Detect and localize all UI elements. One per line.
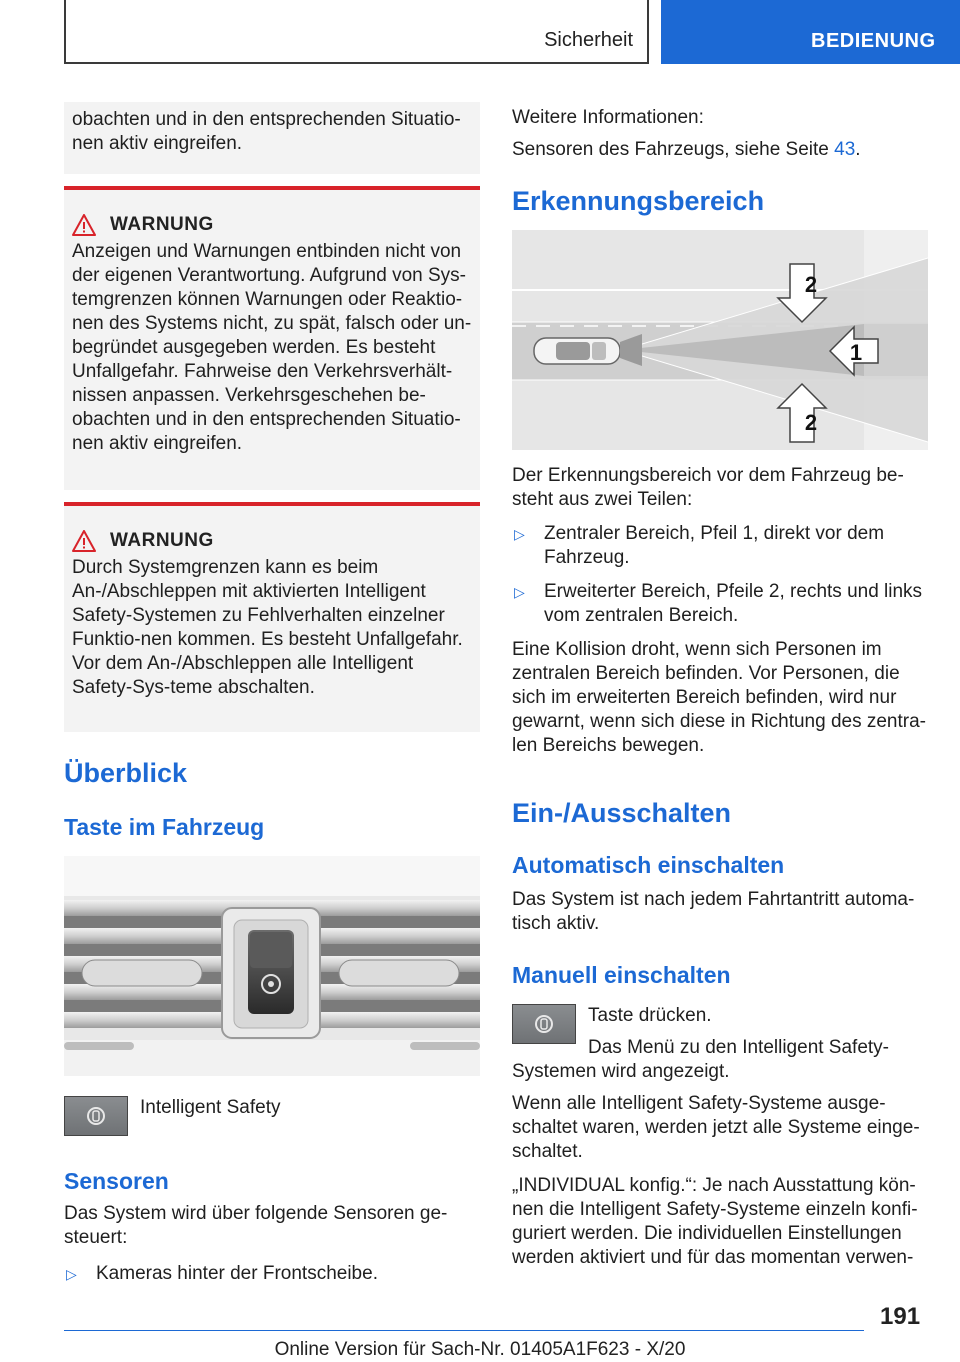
detection-bullet-1 bbox=[512, 522, 928, 570]
header-section-box bbox=[64, 0, 649, 64]
footer-divider bbox=[64, 1330, 864, 1331]
warning-triangle-icon bbox=[72, 530, 96, 552]
chapter-tab[interactable] bbox=[661, 0, 960, 64]
detection-area-diagram bbox=[512, 230, 928, 450]
section-title: Sicherheit bbox=[544, 29, 633, 51]
sensors-text: Das System wird über folgende Sensoren ge-steuert: bbox=[64, 1203, 448, 1248]
bullet-triangle-icon: ▷ bbox=[514, 526, 525, 542]
detection-bullet-1-text: Zentraler Bereich, Pfeil 1, direkt vor dem Fahrzeug. bbox=[544, 523, 885, 568]
detection-bullet-2 bbox=[512, 580, 928, 628]
warning-1-title: WARNUNG bbox=[110, 214, 214, 235]
sensors-ref-prefix: Sensoren des Fahrzeugs, siehe Seite bbox=[512, 139, 835, 160]
warning-box-2 bbox=[64, 502, 480, 732]
intelligent-safety-icon bbox=[533, 1013, 555, 1035]
intelligent-safety-icon bbox=[85, 1105, 107, 1127]
online-version-text: Online Version für Sach-Nr. 01405A1F623 - X/20 bbox=[274, 1339, 686, 1360]
arrow-2-top-label: 2 bbox=[804, 272, 818, 297]
dashboard-button-photo bbox=[64, 856, 480, 1076]
auto-text: Das System ist nach jedem Fahrtantritt automa-tisch aktiv. bbox=[512, 889, 915, 934]
more-info-label: Weitere Informationen: bbox=[512, 107, 704, 128]
page-link-43[interactable]: 43 bbox=[834, 139, 856, 160]
manual-heading: Manuell einschalten bbox=[512, 962, 731, 988]
chapter-title: BEDIENUNG bbox=[811, 30, 936, 52]
collision-text: Eine Kollision droht, wenn sich Personen im zentralen Bereich befinden. Vor Personen, die sich im erweiterten Bereich befinden, wird nur gewarnt, wenn sich diese in Richtung des zentra-len Bereichs bewegen. bbox=[512, 639, 927, 756]
menu-shown-text: Das Menü zu den Intelligent Safety-Systemen wird angezeigt. bbox=[512, 1037, 890, 1082]
bullet-triangle-icon: ▷ bbox=[66, 1266, 77, 1282]
overview-heading: Überblick bbox=[64, 758, 188, 788]
arrow-2-bottom-label: 2 bbox=[804, 410, 818, 435]
sensors-bullet bbox=[64, 1262, 480, 1286]
warning-box-1 bbox=[64, 186, 480, 490]
onoff-heading: Ein-/Ausschalten bbox=[512, 798, 732, 828]
sensors-ref-suffix: . bbox=[855, 139, 861, 160]
warning-triangle-icon bbox=[72, 214, 96, 236]
intelligent-safety-button-icon bbox=[64, 1096, 128, 1136]
auto-heading: Automatisch einschalten bbox=[512, 852, 785, 878]
intelligent-safety-label: Intelligent Safety bbox=[140, 1097, 281, 1118]
bullet-triangle-icon: ▷ bbox=[514, 584, 525, 600]
sensors-reference bbox=[512, 138, 928, 162]
page-number: 191 bbox=[880, 1303, 921, 1330]
press-button-text: Taste drücken. bbox=[588, 1005, 712, 1026]
detection-intro: Der Erkennungsbereich vor dem Fahrzeug be-steht aus zwei Teilen: bbox=[512, 465, 904, 510]
car-icon bbox=[534, 338, 620, 364]
intro-box bbox=[64, 102, 480, 174]
button-heading: Taste im Fahrzeug bbox=[64, 814, 265, 840]
sensors-heading: Sensoren bbox=[64, 1168, 169, 1194]
sensors-bullet-text: Kameras hinter der Frontscheibe. bbox=[96, 1263, 378, 1284]
all-off-text: Wenn alle Intelligent Safety-Systeme ausge-schaltet waren, werden jetzt alle Systeme einge-schaltet. bbox=[512, 1093, 920, 1162]
warning-1-text: Anzeigen und Warnungen entbinden nicht von der eigenen Verantwortung. Aufgrund von Sys-temgrenzen können Warnungen oder Reaktio-nen des Systems nicht, zu spät, falsch oder un-begründet ausgegeben werden. Es besteht Unfallgefahr. Fahrweise den Verkehrsverhält-nissen anpassen. Verkehrsgeschehen be-obachten und in den entsprechenden Situatio-nen aktiv eingreifen. bbox=[72, 241, 472, 454]
warning-2-title: WARNUNG bbox=[110, 530, 214, 551]
individual-text: „INDIVIDUAL konfig.“: Je nach Ausstattung kön-nen die Intelligent Safety-Systeme einzeln konfi-guriert werden. Die individuellen Einstellungen werden aktiviert und für das momentan verwen- bbox=[512, 1175, 918, 1268]
detection-bullet-2-text: Erweiterter Bereich, Pfeile 2, rechts und links vom zentralen Bereich. bbox=[544, 581, 923, 626]
arrow-1-label: 1 bbox=[849, 340, 863, 365]
warning-2-text: Durch Systemgrenzen kann es beim An-/Abschleppen mit aktivierten Intelligent Safety-Systemen zu Fehlverhalten einzelner Funktio-nen kommen. Es besteht Unfallgefahr. Vor dem An-/Abschleppen alle Intelligent Safety-Sys-teme abschalten. bbox=[72, 557, 463, 698]
detection-heading: Erkennungsbereich bbox=[512, 186, 765, 216]
intro-text: obachten und in den entsprechenden Situatio- nen aktiv eingreifen. bbox=[72, 109, 461, 154]
